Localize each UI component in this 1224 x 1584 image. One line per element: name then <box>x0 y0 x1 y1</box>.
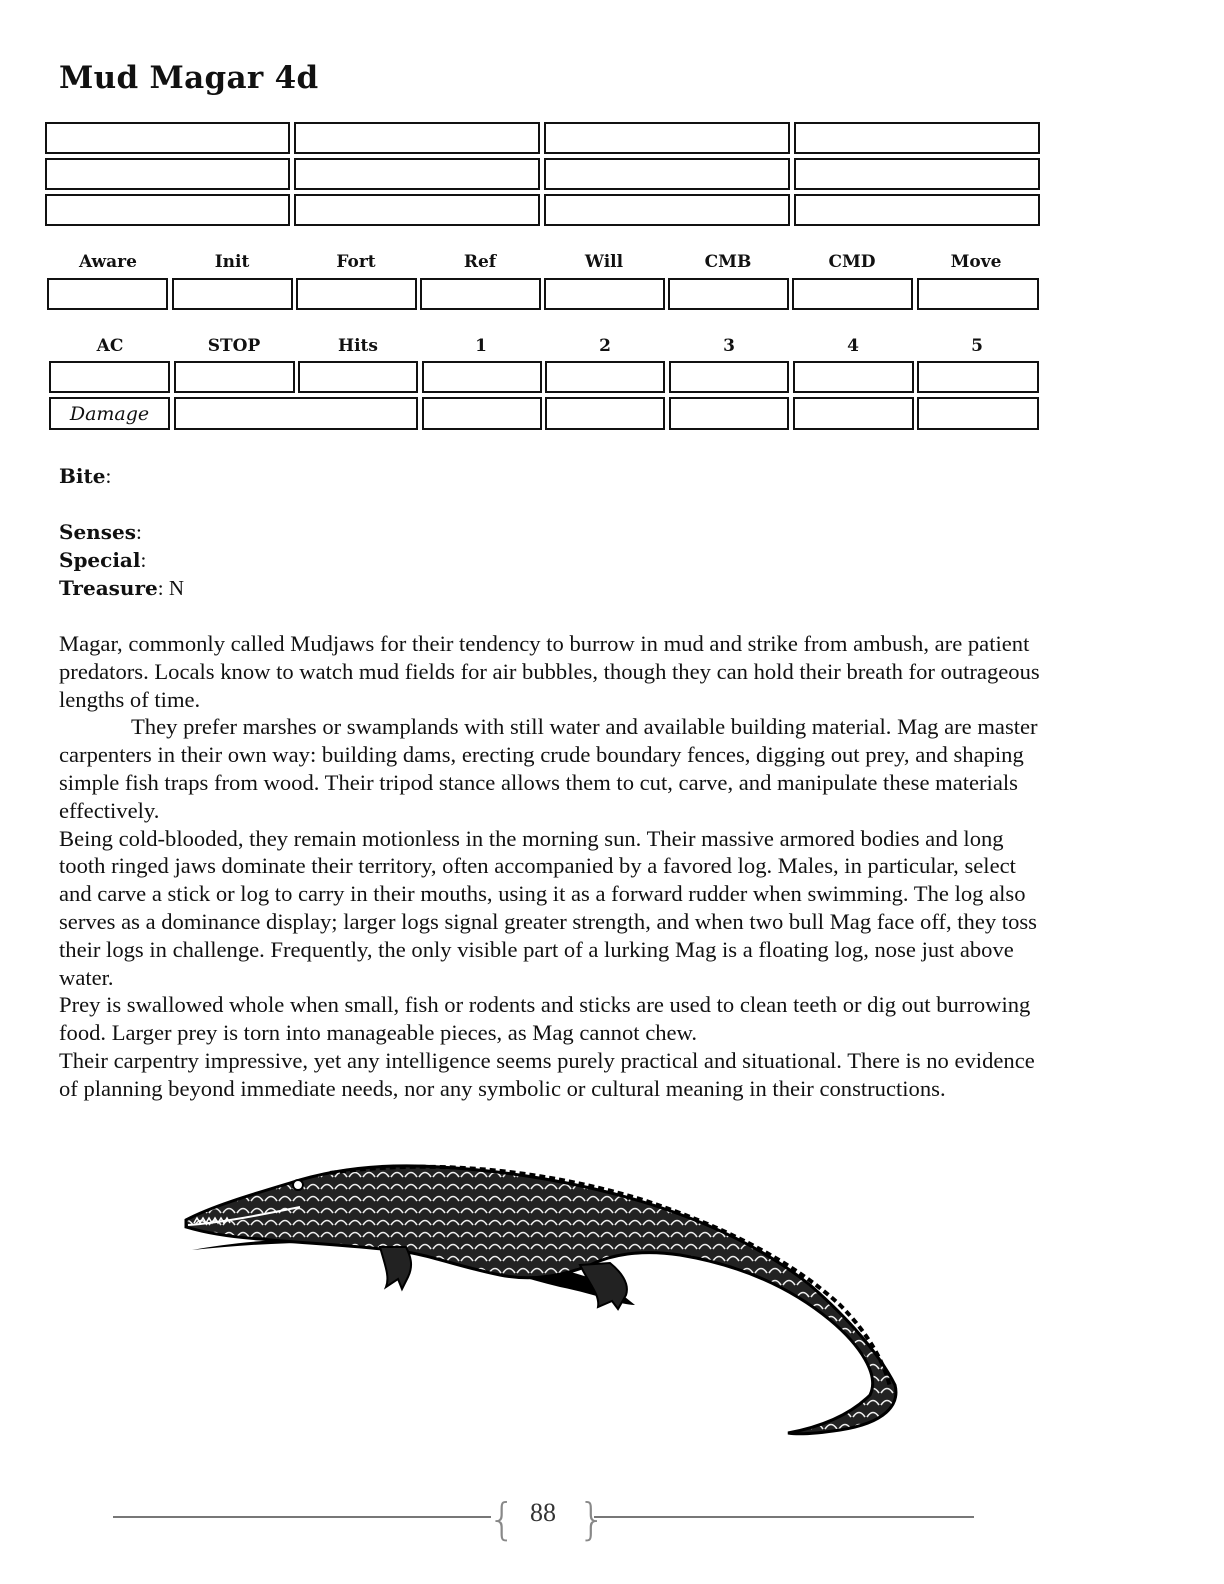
header-1: 1 <box>475 336 487 356</box>
paragraph: Prey is swallowed whole when small, fish or rodents and sticks are used to clean teeth or dig out burrowing food. Larger prey is torn into manageable pieces, as Mag cannot chew. <box>59 992 1031 1046</box>
ref-field[interactable] <box>420 278 541 310</box>
ac-field[interactable] <box>49 361 170 393</box>
header-will: Will <box>584 252 624 272</box>
stat-headers-row1 <box>0 252 1224 274</box>
header-stop: STOP <box>207 336 261 356</box>
grid-cell[interactable] <box>45 158 290 190</box>
grid-cell[interactable] <box>544 194 790 226</box>
init-field[interactable] <box>172 278 293 310</box>
paragraph: They prefer marshes or swamplands with still water and available building material. Mag are master carpenters in their own way: building dams, erecting crude boundary fences, digging out prey, and shaping simple fish traps from wood. Their tripod stance allows them to cut, carve, and manipulate these materials effectively. <box>59 714 1038 823</box>
header-cmd: CMD <box>828 252 876 272</box>
grid-cell[interactable] <box>294 194 540 226</box>
grid-cell[interactable] <box>45 122 290 154</box>
damage-2-field[interactable] <box>545 397 665 430</box>
fort-field[interactable] <box>296 278 417 310</box>
cmd-field[interactable] <box>792 278 913 310</box>
grid-cell[interactable] <box>544 122 790 154</box>
cmb-field[interactable] <box>668 278 789 310</box>
grid-cell[interactable] <box>794 158 1040 190</box>
crocodile-illustration <box>180 1155 910 1445</box>
damage-1-field[interactable] <box>422 397 542 430</box>
header-hits: Hits <box>338 336 378 356</box>
stat-headers-row2 <box>0 336 1224 358</box>
header-init: Init <box>214 252 250 272</box>
grid-cell[interactable] <box>544 158 790 190</box>
stat-label: Special <box>59 548 141 572</box>
stat-label: Senses <box>59 520 136 544</box>
stop-field[interactable] <box>174 361 295 393</box>
stat-value: N <box>163 576 184 600</box>
hit-5-field[interactable] <box>917 361 1039 393</box>
footer-rule-left <box>113 1516 491 1518</box>
page-number: 88 <box>530 1498 556 1527</box>
stat-special: Special: <box>59 548 147 572</box>
stat-senses: Senses: <box>59 520 142 544</box>
damage-label-box <box>49 397 170 430</box>
header-4: 4 <box>847 336 859 356</box>
header-ac: AC <box>96 336 124 356</box>
damage-4-field[interactable] <box>793 397 914 430</box>
will-field[interactable] <box>544 278 665 310</box>
stat-label: Treasure <box>59 576 158 600</box>
hit-3-field[interactable] <box>669 361 789 393</box>
aware-field[interactable] <box>47 278 168 310</box>
header-3: 3 <box>723 336 735 356</box>
move-field[interactable] <box>917 278 1039 310</box>
hit-2-field[interactable] <box>545 361 665 393</box>
grid-cell[interactable] <box>45 194 290 226</box>
header-2: 2 <box>599 336 611 356</box>
stat-treasure: Treasure: N <box>59 576 184 600</box>
paragraph: Magar, commonly called Mudjaws for their tendency to burrow in mud and strike from ambush, are patient predators. Locals know to watch mud fields for air bubbles, though they can hold their breath for outrageous lengths of time. <box>59 631 1040 712</box>
stat-bite: Bite: <box>59 464 112 488</box>
hits-field[interactable] <box>298 361 418 393</box>
damage-label: Damage <box>69 403 150 425</box>
damage-5-field[interactable] <box>917 397 1039 430</box>
description <box>59 630 1049 1103</box>
grid-cell[interactable] <box>794 122 1040 154</box>
damage-field[interactable] <box>174 397 418 430</box>
left-brace-icon: { <box>488 1494 516 1545</box>
header-aware: Aware <box>79 252 137 272</box>
paragraph: Being cold-blooded, they remain motionless in the morning sun. Their massive armored bodies and long tooth ringed jaws dominate their territory, often accompanied by a favored log. Males, in particular, select and carve a stick or log to carry in their mouths, using it as a forward rudder when swimming. The log also serves as a dominance display; larger logs signal greater strength, and when two bull Mag face off, they toss their logs in challenge. Frequently, the only visible part of a lurking Mag is a floating log, nose just above water. <box>59 825 1037 990</box>
header-cmb: CMB <box>704 252 752 272</box>
header-fort: Fort <box>336 252 376 272</box>
damage-3-field[interactable] <box>669 397 789 430</box>
hit-4-field[interactable] <box>793 361 914 393</box>
stat-label: Bite <box>59 464 106 488</box>
paragraph: Their carpentry impressive, yet any intelligence seems purely practical and situational. There is no evidence of planning beyond immediate needs, nor any symbolic or cultural meaning in their constructions. <box>59 1047 1035 1101</box>
grid-cell[interactable] <box>794 194 1040 226</box>
right-brace-icon: } <box>578 1494 606 1545</box>
hit-1-field[interactable] <box>422 361 542 393</box>
grid-cell[interactable] <box>294 158 540 190</box>
header-move: Move <box>950 252 1002 272</box>
header-5: 5 <box>971 336 983 356</box>
grid-cell[interactable] <box>294 122 540 154</box>
page-title: Mud Magar 4d <box>59 60 319 96</box>
footer-rule-right <box>594 1516 974 1518</box>
header-ref: Ref <box>463 252 497 272</box>
